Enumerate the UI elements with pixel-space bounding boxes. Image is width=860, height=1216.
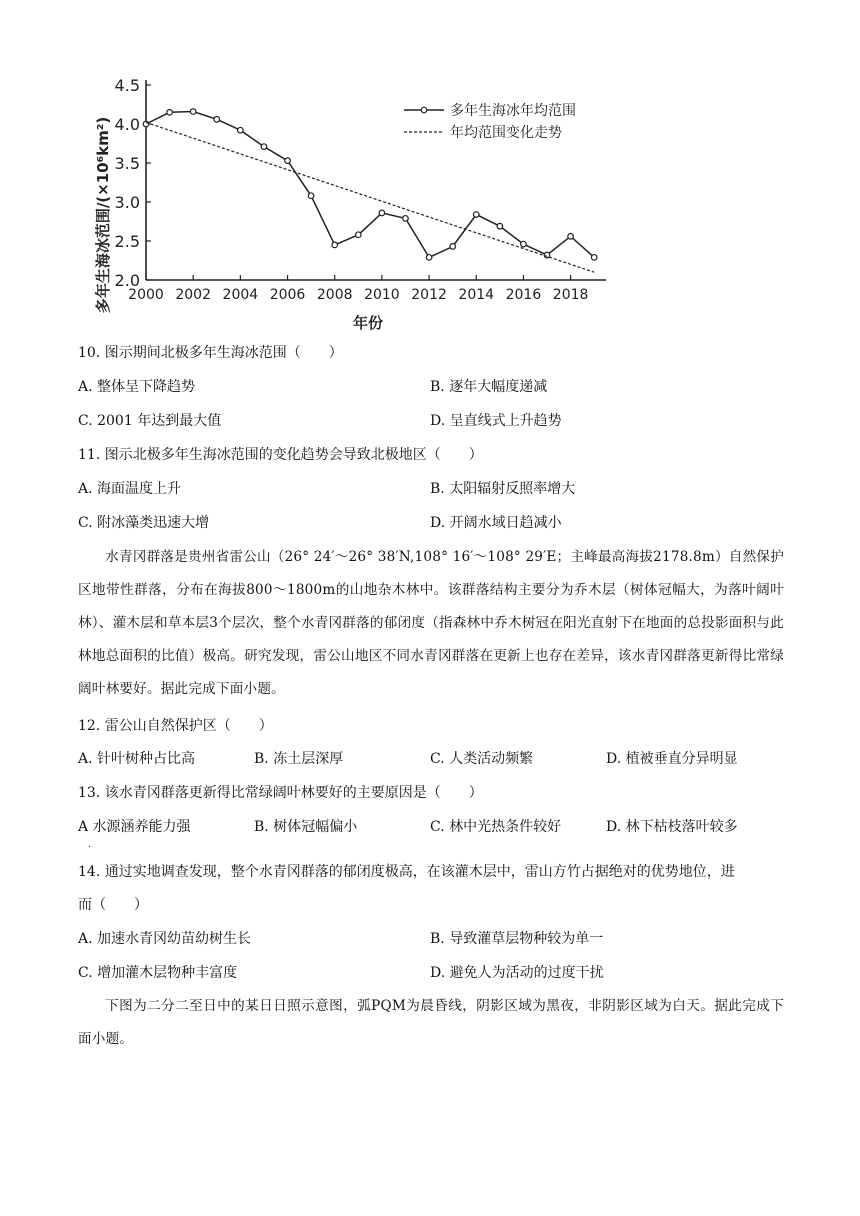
- y-tick-label: 4.0: [114, 115, 140, 134]
- legend-label-sea-ice: 多年生海冰年均范围: [450, 103, 576, 119]
- q12-option-d[interactable]: D. 植被垂直分异明显: [606, 751, 738, 767]
- data-point: [591, 255, 597, 261]
- chart-legend: [404, 102, 576, 141]
- q10-option-c[interactable]: C. 2001 年达到最大值: [78, 413, 222, 429]
- dot-mark: .: [88, 839, 92, 850]
- data-point: [285, 158, 291, 164]
- x-tick-label: 2008: [316, 287, 353, 303]
- q13-option-a[interactable]: A 水源涵养能力强: [78, 819, 191, 835]
- data-point: [143, 121, 149, 127]
- data-point: [379, 210, 385, 216]
- data-point: [568, 234, 574, 240]
- sea-ice-chart: [78, 70, 638, 340]
- x-tick-label: 2012: [411, 287, 447, 303]
- data-point: [497, 223, 503, 229]
- x-tick-label: 2016: [505, 287, 542, 303]
- q14-option-d[interactable]: D. 避免人为活动的过度干扰: [430, 965, 604, 981]
- q11-option-d[interactable]: D. 开阔水域日趋减小: [430, 515, 562, 531]
- data-point: [238, 127, 244, 133]
- q14-option-a[interactable]: A. 加速水青冈幼苗幼树生长: [78, 931, 252, 947]
- data-point: [214, 117, 220, 123]
- x-tick-label: 2006: [269, 287, 306, 303]
- y-tick-label: 2.5: [114, 232, 140, 251]
- q10-option-d[interactable]: D. 呈直线式上升趋势: [430, 413, 562, 429]
- q11-option-a[interactable]: A. 海面温度上升: [78, 481, 182, 497]
- q12-option-a[interactable]: A. 针叶树种占比高: [78, 751, 196, 767]
- data-point: [450, 244, 456, 250]
- legend-marker: [421, 107, 427, 113]
- trend-line: [146, 122, 594, 272]
- q11-option-c[interactable]: C. 附冰藻类迅速大增: [78, 515, 210, 531]
- legend-label-trend: 年均范围变化走势: [450, 125, 562, 141]
- data-point: [521, 241, 527, 247]
- x-tick-label: 2002: [175, 287, 211, 303]
- data-point: [356, 232, 362, 238]
- q11-option-b[interactable]: B. 太阳辐射反照率增大: [430, 481, 576, 497]
- question-13-stem: 13. 该水青冈群落更新得比常绿阔叶林要好的主要原因是（ ）: [78, 785, 483, 801]
- question-11-stem: 11. 图示北极多年生海冰范围的变化趋势会导致北极地区（ ）: [78, 447, 483, 463]
- question-12-stem: 12. 雷公山自然保护区（ ）: [78, 718, 273, 734]
- data-point: [473, 212, 479, 218]
- question-14-stem-line2: 而（ ）: [78, 897, 148, 913]
- q13-option-b[interactable]: B. 树体冠幅偏小: [254, 819, 358, 835]
- question-10-stem: 10. 图示期间北极多年生海冰范围（ ）: [78, 345, 343, 361]
- q14-option-b[interactable]: B. 导致灌草层物种较为单一: [430, 931, 604, 947]
- x-tick-label: 2000: [128, 287, 164, 303]
- data-point: [167, 110, 173, 116]
- chart-x-axis-label: 年份: [352, 314, 384, 332]
- x-tick-label: 2014: [458, 287, 495, 303]
- data-point: [308, 193, 314, 199]
- chart-svg: [78, 70, 638, 340]
- chart-y-axis-label: 多年生海冰范围/(×10⁶km²): [94, 116, 112, 314]
- y-tick-label: 2.0: [114, 271, 140, 290]
- q10-option-b[interactable]: B. 逐年大幅度递减: [430, 379, 548, 395]
- data-point: [332, 242, 338, 248]
- y-tick-label: 4.5: [114, 76, 140, 95]
- q12-option-b[interactable]: B. 冻土层深厚: [254, 751, 344, 767]
- data-point: [426, 255, 432, 261]
- passage-solar-diagram: 下图为二分二至日中的某日日照示意图，弧PQM为晨昏线，阴影区域为黑夜，非阴影区域为白天。据此完成下面小题。: [78, 998, 784, 1047]
- q13-option-c[interactable]: C. 林中光热条件较好: [430, 819, 562, 835]
- x-tick-label: 2018: [552, 287, 589, 303]
- q13-option-d[interactable]: D. 林下枯枝落叶较多: [606, 819, 738, 835]
- passage-leigongshan: 水青冈群落是贵州省雷公山（26° 24′～26° 38′N,108° 16′～108° 29′E；主峰最高海拔2178.8m）自然保护区地带性群落，分布在海拔800～1800m的山地杂木林中。该群落结构主要分为乔木层（树体冠幅大，为落叶阔叶林）、灌木层和草本层3个层次，整个水青冈群落的郁闭度（指森林中乔木树冠在阳光直射下在地面的总投影面积与此林地总面积的比值）极高。研究发现，雷公山地区不同水青冈群落在更新上也存在差异，该水青冈群落更新得比常绿阔叶林要好。据此完成下面小题。: [78, 549, 784, 697]
- question-14-stem-line1: 14. 通过实地调查发现，整个水青冈群落的郁闭度极高，在该灌木层中，雷山方竹占据绝对的优势地位，进: [78, 864, 735, 880]
- x-tick-label: 2010: [364, 287, 400, 303]
- data-point: [261, 144, 267, 150]
- data-point: [190, 109, 196, 115]
- q14-option-c[interactable]: C. 增加灌木层物种丰富度: [78, 965, 238, 981]
- y-tick-label: 3.0: [114, 193, 140, 212]
- data-point: [403, 216, 409, 222]
- y-tick-label: 3.5: [114, 154, 140, 173]
- q12-option-c[interactable]: C. 人类活动频繁: [430, 751, 534, 767]
- x-tick-label: 2004: [222, 287, 259, 303]
- q10-option-a[interactable]: A. 整体呈下降趋势: [78, 379, 196, 395]
